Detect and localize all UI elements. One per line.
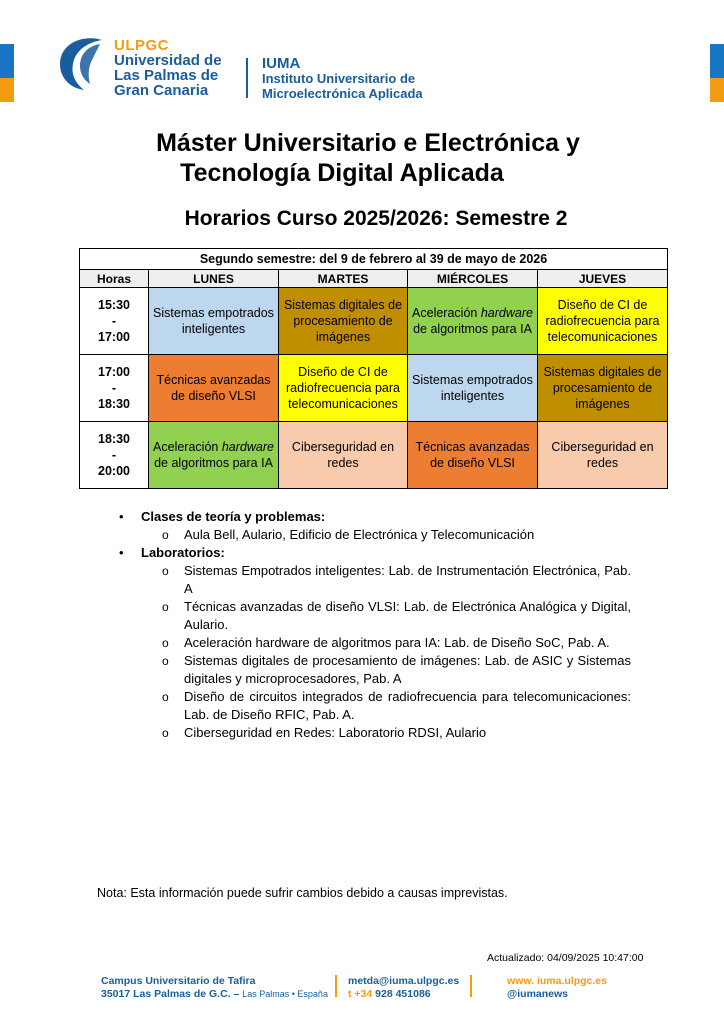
footer-web	[507, 975, 607, 1001]
iuma-name-line2: Microelectrónica Aplicada	[262, 86, 423, 101]
theory-list	[119, 526, 631, 544]
footer-address-line	[101, 988, 328, 1001]
course-name-rest: de algoritmos para IA	[154, 456, 273, 470]
circle-bullet-icon: o	[162, 636, 169, 650]
circle-bullet-icon: o	[162, 654, 169, 668]
time-end: 20:00	[98, 464, 130, 478]
lab-item-text: Aceleración hardware de algoritmos para IA: Lab. de Diseño SoC, Pab. A.	[184, 635, 610, 650]
footer-contact	[348, 975, 459, 1001]
time-start: 15:30	[98, 298, 130, 312]
notes-section	[119, 508, 631, 742]
footer-phone-line	[348, 988, 459, 1001]
column-header-2: MARTES	[279, 270, 408, 288]
footer-campus: Campus Universitario de Tafira	[101, 975, 256, 987]
page-title-line2: Tecnología Digital Aplicada	[180, 159, 504, 187]
schedule-body	[80, 288, 668, 489]
ulpgc-name-line3: Gran Canaria	[114, 82, 209, 99]
course-name-emphasis: hardware	[221, 440, 274, 454]
labs-list	[119, 562, 631, 742]
page-subtitle: Horarios Curso 2025/2026: Semestre 2	[184, 207, 568, 230]
column-header-row	[80, 270, 668, 288]
bullet-icon: •	[119, 509, 124, 524]
lab-item-text: Ciberseguridad en Redes: Laboratorio RDSI, Aulario	[184, 725, 487, 740]
circle-bullet-icon: o	[162, 690, 169, 704]
schedule-table	[79, 248, 668, 489]
column-header-3: MIÉRCOLES	[408, 270, 538, 288]
table-row	[80, 355, 668, 422]
course-cell	[279, 288, 408, 355]
circle-bullet-icon: o	[162, 528, 169, 542]
course-name: Sistemas empotrados inteligentes	[153, 306, 274, 336]
column-header-4: JUEVES	[538, 270, 668, 288]
theory-item-text: Aula Bell, Aulario, Edificio de Electrónica y Telecomunicación	[184, 527, 535, 542]
footer-web-line[interactable]	[507, 975, 607, 988]
footer-phone: 928 451086	[375, 988, 431, 1000]
lab-item	[119, 724, 631, 742]
time-dash: -	[111, 448, 117, 462]
time-slot-cell	[80, 355, 149, 422]
course-name: Diseño de CI de radiofrecuencia para telecomunicaciones	[545, 298, 660, 344]
course-cell	[279, 422, 408, 489]
ulpgc-logo-icon	[54, 30, 110, 92]
course-cell	[538, 355, 668, 422]
lab-item-text: Sistemas Empotrados inteligentes: Lab. de Instrumentación Electrónica, Pab. A	[184, 563, 631, 596]
labs-label: Laboratorios:	[141, 545, 225, 560]
footer-email[interactable]: metda@iuma.ulpgc.es	[348, 975, 460, 987]
lab-item	[119, 598, 631, 634]
course-name: Técnicas avanzadas de diseño VLSI	[156, 373, 271, 403]
table-row	[80, 288, 668, 355]
footer-social[interactable]: @iumanews	[507, 988, 569, 1000]
labs-bullet	[119, 544, 631, 562]
course-cell	[408, 288, 538, 355]
time-slot-cell	[80, 422, 149, 489]
course-cell	[538, 422, 668, 489]
course-name-emphasis: hardware	[480, 306, 533, 320]
time-start: 18:30	[98, 432, 130, 446]
theory-bullet	[119, 508, 631, 526]
lab-item	[119, 652, 631, 688]
footer-web-url: iuma.ulpgc.es	[536, 975, 607, 987]
course-cell	[408, 422, 538, 489]
footer-address	[101, 975, 328, 1001]
footer-web-prefix: www.	[507, 975, 537, 987]
time-dash: -	[111, 314, 117, 328]
circle-bullet-icon: o	[162, 564, 169, 578]
lab-item-text: Diseño de circuitos integrados de radiofrecuencia para telecomunicaciones: Lab. de Diseño RFIC, Pab. A.	[184, 689, 631, 722]
lab-item	[119, 688, 631, 724]
iuma-wordmark	[262, 56, 423, 101]
footer-address-small: Las Palmas • España	[242, 989, 328, 999]
table-row	[80, 422, 668, 489]
footer-address-main: 35017 Las Palmas de G.C. –	[101, 988, 243, 1000]
column-header-1: LUNES	[149, 270, 279, 288]
footnote: Nota: Esta información puede sufrir cambios debido a causas imprevistas.	[97, 886, 508, 900]
bullet-icon: •	[119, 545, 124, 560]
time-dash: -	[111, 381, 117, 395]
corner-bar-right	[710, 44, 724, 102]
ulpgc-wordmark	[114, 38, 222, 98]
course-cell	[149, 422, 279, 489]
lab-item-text: Técnicas avanzadas de diseño VLSI: Lab. de Electrónica Analógica y Digital, Aulario.	[184, 599, 631, 632]
ulpgc-name-line2: Las Palmas de	[114, 67, 219, 84]
course-name: Sistemas empotrados inteligentes	[412, 373, 533, 403]
iuma-name-line1: Instituto Universitario de	[262, 71, 416, 86]
course-name: Ciberseguridad en redes	[551, 440, 654, 470]
course-name: Aceleración	[153, 440, 222, 454]
time-slot-cell	[80, 288, 149, 355]
course-name-rest: de algoritmos para IA	[413, 322, 532, 336]
header-divider	[246, 58, 248, 98]
course-name: Sistemas digitales de procesamiento de imágenes	[543, 365, 662, 411]
time-start: 17:00	[98, 365, 130, 379]
time-end: 17:00	[98, 330, 130, 344]
iuma-acronym: IUMA	[262, 55, 301, 72]
course-name: Aceleración	[412, 306, 481, 320]
course-cell	[149, 355, 279, 422]
time-end: 18:30	[98, 397, 130, 411]
course-name: Ciberseguridad en redes	[291, 440, 395, 470]
ulpgc-name-line1: Universidad de	[114, 52, 222, 69]
course-name: Diseño de CI de radiofrecuencia para telecomunicaciones	[286, 365, 400, 411]
course-cell	[149, 288, 279, 355]
updated-timestamp: Actualizado: 04/09/2025 10:47:00	[487, 952, 644, 964]
semester-label: Segundo semestre: del 9 de febrero al 39 de mayo de 2026	[80, 249, 668, 270]
page-title-line1: Máster Universitario e Electrónica y	[156, 129, 580, 157]
circle-bullet-icon: o	[162, 726, 169, 740]
footer-phone-prefix: t +34	[348, 988, 376, 1000]
column-header-0: Horas	[80, 270, 149, 288]
theory-label: Clases de teoría y problemas:	[141, 509, 326, 524]
theory-item	[119, 526, 631, 544]
ulpgc-acronym: ULPGC	[114, 37, 169, 54]
corner-bar-left	[0, 44, 14, 102]
course-name: Sistemas digitales de procesamiento de imágenes	[283, 298, 403, 344]
course-cell	[408, 355, 538, 422]
course-name: Técnicas avanzadas de diseño VLSI	[415, 440, 530, 470]
course-cell	[279, 355, 408, 422]
circle-bullet-icon: o	[162, 600, 169, 614]
lab-item	[119, 634, 631, 652]
lab-item-text: Sistemas digitales de procesamiento de imágenes: Lab. de ASIC y Sistemas digitales y microprocesadores, Pab. A	[184, 653, 631, 686]
course-cell	[538, 288, 668, 355]
lab-item	[119, 562, 631, 598]
